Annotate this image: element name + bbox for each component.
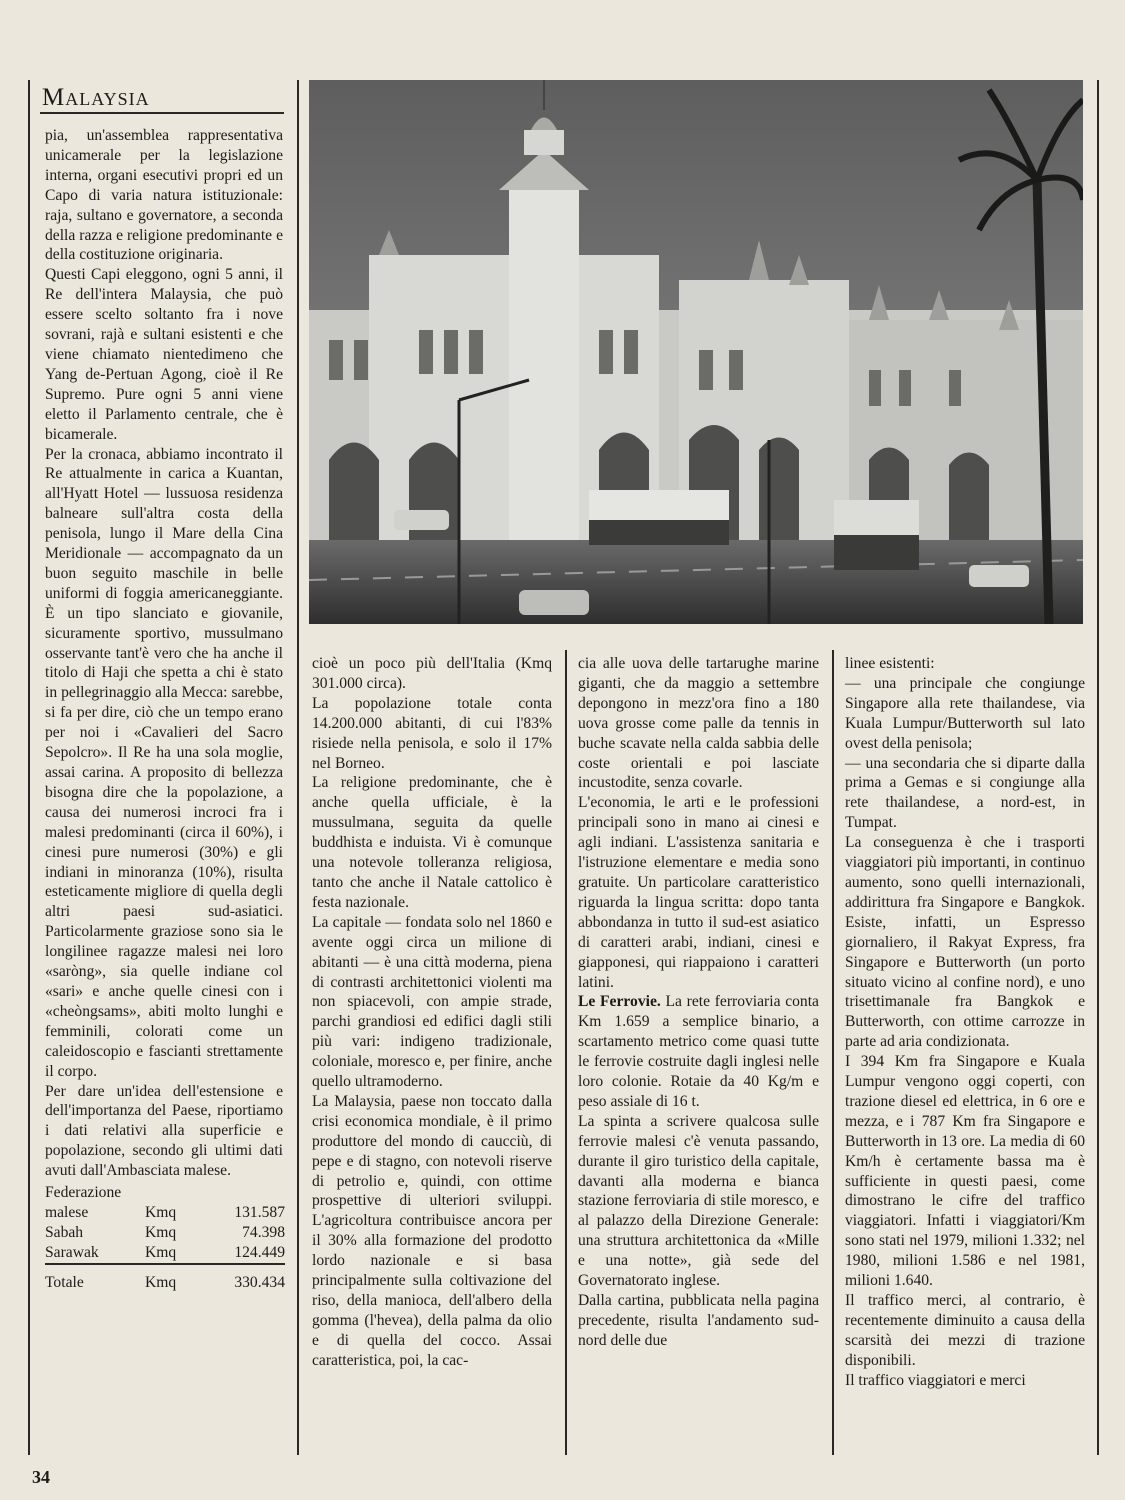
column-4: [845, 654, 1085, 1391]
paragraph: La popolazione totale conta 14.200.000 abitanti, di cui l'83% risiede nella penisola, e solo il 17% nel Borneo.: [312, 694, 552, 772]
region-name: Sarawak: [45, 1243, 99, 1261]
unit: Kmq: [145, 1223, 177, 1241]
total-label: Totale: [45, 1264, 145, 1293]
table-row: [45, 1243, 285, 1264]
paragraph: La Malaysia, paese non toccato dalla crisi economica mondiale, è il primo produttore del mondo di caucciù, di pepe e di stagno, con notevoli riserve di petrolio e, quindi, con ottime prospettive di ulteriori sviluppi. L'agricoltura contribuisce ancora per il 30% alla formazione del prodotto lordo nazionale e si basa principalmente sulla coltivazione del riso, della manioca, dell'albero della gomma (l'hevea), della palma da olio e di quella del cocco. Assai caratteristica, poi, la cac-: [312, 1092, 552, 1369]
total-value: 330.434: [215, 1264, 285, 1293]
paragraph: pia, un'assemblea rappresentativa unicamerale per la legislazione interna, organi esecutivi propri ed un Capo di varia natura istituzionale: raja, sultano e governatore, a seconda della razza e religione predominante e della costituzione originaria.: [45, 127, 283, 264]
unit: Kmq: [145, 1264, 215, 1293]
column-rule-1: [297, 80, 299, 1455]
paragraph: La conseguenza è che i trasporti viaggiatori più importanti, in continuo aumento, sono quelli internazionali, addirittura fra Singapore e Bangkok. Esiste, infatti, un Espresso giornaliero, il Rakyat Express, fra Singapore e Butterworth (un porto situato vicino al confine nord), e uno trisettimanale fra Bangkok e Butterworth, con ottime carrozze in parte ad aria condizionata.: [845, 834, 1085, 1051]
paragraph: L'economia, le arti e le professioni principali sono in mano ai cinesi e agli indiani. L'assistenza sanitaria e l'istruzione elementare e media sono gratuite. Un particolare caratteristico riguarda la lingua scritta: dopo tanta abbondanza in tutto il sud-est asiatico di caratteri arabi, indiani, cinesi e giapponesi, qui riappaiono i caratteri latini.: [578, 794, 819, 991]
paragraph: Per dare un'idea dell'estensione e dell'importanza del Paese, riportiamo i dati relativi alla superficie e popolazione, secondo gli ultimi dati avuti dall'Ambasciata malese.: [45, 1082, 283, 1180]
ferrovie-text: La rete ferroviaria conta Km 1.659 a semplice binario, a scartamento metrico come quasi tutte le ferrovie costruite dagli inglesi nelle loro colonie. Rotaie da 40 Kg/m e peso assiale di 16 t.: [578, 993, 819, 1110]
paragraph: I 394 Km fra Singapore e Kuala Lumpur vengono oggi coperti, con trazione diesel ed elettrica, in 6 ore e mezza, e i 787 Km fra Singapore e Butterworth in 13 ore. La media di 60 Km/h è certamente bassa ma è sufficiente in questi paesi, come dimostrano le cifre del traffico viaggiatori. Infatti i viaggiatori/Km sono stati nel 1979, milioni 1.332; nel 1980, milioni 1.586 e nel 1981, milioni 1.640.: [845, 1053, 1085, 1290]
column-2: [312, 654, 552, 1371]
paragraph: cia alle uova delle tartarughe marine giganti, che da maggio a settembre depongono in mezz'ora fino a 180 uova grosse come palle da tennis in buche scavate nella calda sabbia delle coste orientali e poi lasciate incustodite, senza covarle.: [578, 655, 819, 792]
region-name: malese: [45, 1203, 89, 1221]
unit: Kmq: [145, 1203, 177, 1221]
table-row: [45, 1203, 285, 1223]
paragraph: La religione predominante, che è anche quella ufficiale, è la mussulmana, seguita da quelle buddhista e induista. Vi è comunque una notevole tolleranza religiosa, tanto che anche il Natale cattolico è festa nazionale.: [312, 774, 552, 911]
column-rule-2: [565, 650, 567, 1455]
column-3: [578, 654, 819, 1351]
paragraph: La capitale — fondata solo nel 1860 e avente oggi circa un milione di abitanti — è una città moderna, piena di contrasti architettonici violenti ma non spiacevoli, con ampie strade, parchi grandiosi ed edifici dagli stili più vari: indigeno tradizionale, coloniale, moresco e, per finire, anche quello ultramoderno.: [312, 913, 552, 1091]
paragraph: Dalla cartina, pubblicata nella pagina precedente, risulta l'andamento sud-nord delle due: [578, 1292, 819, 1349]
paragraph: Per la cronaca, abbiamo incontrato il Re attualmente in carica a Kuantan, all'Hyatt Hotel — lussuosa residenza balneare sull'altra costa della penisola, lungo il Mare della Cina Meridionale — accompagnato da un buon seguito maschile in belle uniformi di foggia americaneggiante. È un tipo slanciato e giovanile, sicuramente sportivo, mussulmano osservante tant'è vero che ha anche il titolo di Haji che spetta a chi è stato in pellegrinaggio alla Mecca: sarebbe, si fa per dire, ciò che un tempo erano per noi i «Cavalieri del Sacro Sepolcro». Il Re ha una sola moglie, assai carina. A proposito di bellezza bisogna dire che la popolazione, a causa dei numerosi incroci fra i malesi predominanti (circa il 60%), i cinesi pure numerosi (30%) e gli indiani in minoranza (10%), risulta esteticamente migliore di quella degli altri paesi sud-asiatici. Particolarmente graziose sono sia le longilinee ragazze malesi nei loro «saròng», sia quelle indiane col «sari» e anche quelle cinesi con i «cheòngsams», abiti molto lunghi e femminili, colorati come un caleidoscopio e fascianti strettamente il corpo.: [45, 445, 283, 1080]
photo-illustration: [309, 80, 1083, 624]
paragraph: Questi Capi eleggono, ogni 5 anni, il Re dell'intera Malaysia, che può essere scelto soltanto fra i nove sovrani, rajà e sultani esistenti e che viene chiamato nientedimeno che Yang de-Pertuan Agong, cioè il Re Supremo. Pure ogni 5 anni viene eletto il Parlamento centrale, che è bicamerale.: [45, 266, 283, 443]
area-table: [45, 1183, 285, 1293]
region-name: Sabah: [45, 1223, 84, 1241]
paragraph: Il traffico viaggiatori e merci: [845, 1371, 1026, 1389]
unit: Kmq: [145, 1243, 177, 1261]
section-title: Malaysia: [42, 84, 150, 111]
paragraph: cioè un poco più dell'Italia (Kmq 301.000 circa).: [312, 655, 552, 692]
paragraph: linee esistenti:: [845, 655, 935, 672]
page-number: 34: [32, 1467, 50, 1487]
column-1: [45, 126, 283, 1293]
paragraph: Il traffico merci, al contrario, è recentemente diminuito a causa della scarsità dei mezzi di trazione disponibili.: [845, 1292, 1085, 1369]
table-total-row: [45, 1264, 285, 1293]
right-margin-rule: [1097, 80, 1099, 1455]
area-value: 131.587: [234, 1203, 285, 1221]
left-margin-rule: [28, 80, 30, 1455]
paragraph: — una principale che congiunge Singapore alla rete thailandese, via Kuala Lumpur/Butterworth sul lato ovest della penisola;: [845, 674, 1085, 752]
table-row: [45, 1223, 285, 1243]
column-rule-3: [832, 650, 834, 1455]
ferrovie-paragraph: [578, 992, 819, 1111]
section-title-rule: [40, 112, 284, 114]
railway-station-photo: [309, 80, 1083, 624]
paragraph: — una secondaria che si diparte dalla prima a Gemas e si congiunge alla rete thailandese, a nord-est, in Tumpat.: [845, 754, 1085, 832]
area-table-heading: Federazione: [45, 1184, 122, 1202]
area-value: 124.449: [234, 1243, 285, 1261]
ferrovie-heading: Le Ferrovie.: [578, 993, 661, 1011]
area-value: 74.398: [242, 1223, 285, 1241]
paragraph: La spinta a scrivere qualcosa sulle ferrovie malesi c'è venuta passando, durante il giro turistico della capitale, davanti alla moderna e bianca stazione ferroviaria di stile moresco, e al palazzo della Direzione Generale: una struttura architettonica da «Mille e una notte», già sede del Governatorato inglese.: [578, 1112, 819, 1290]
